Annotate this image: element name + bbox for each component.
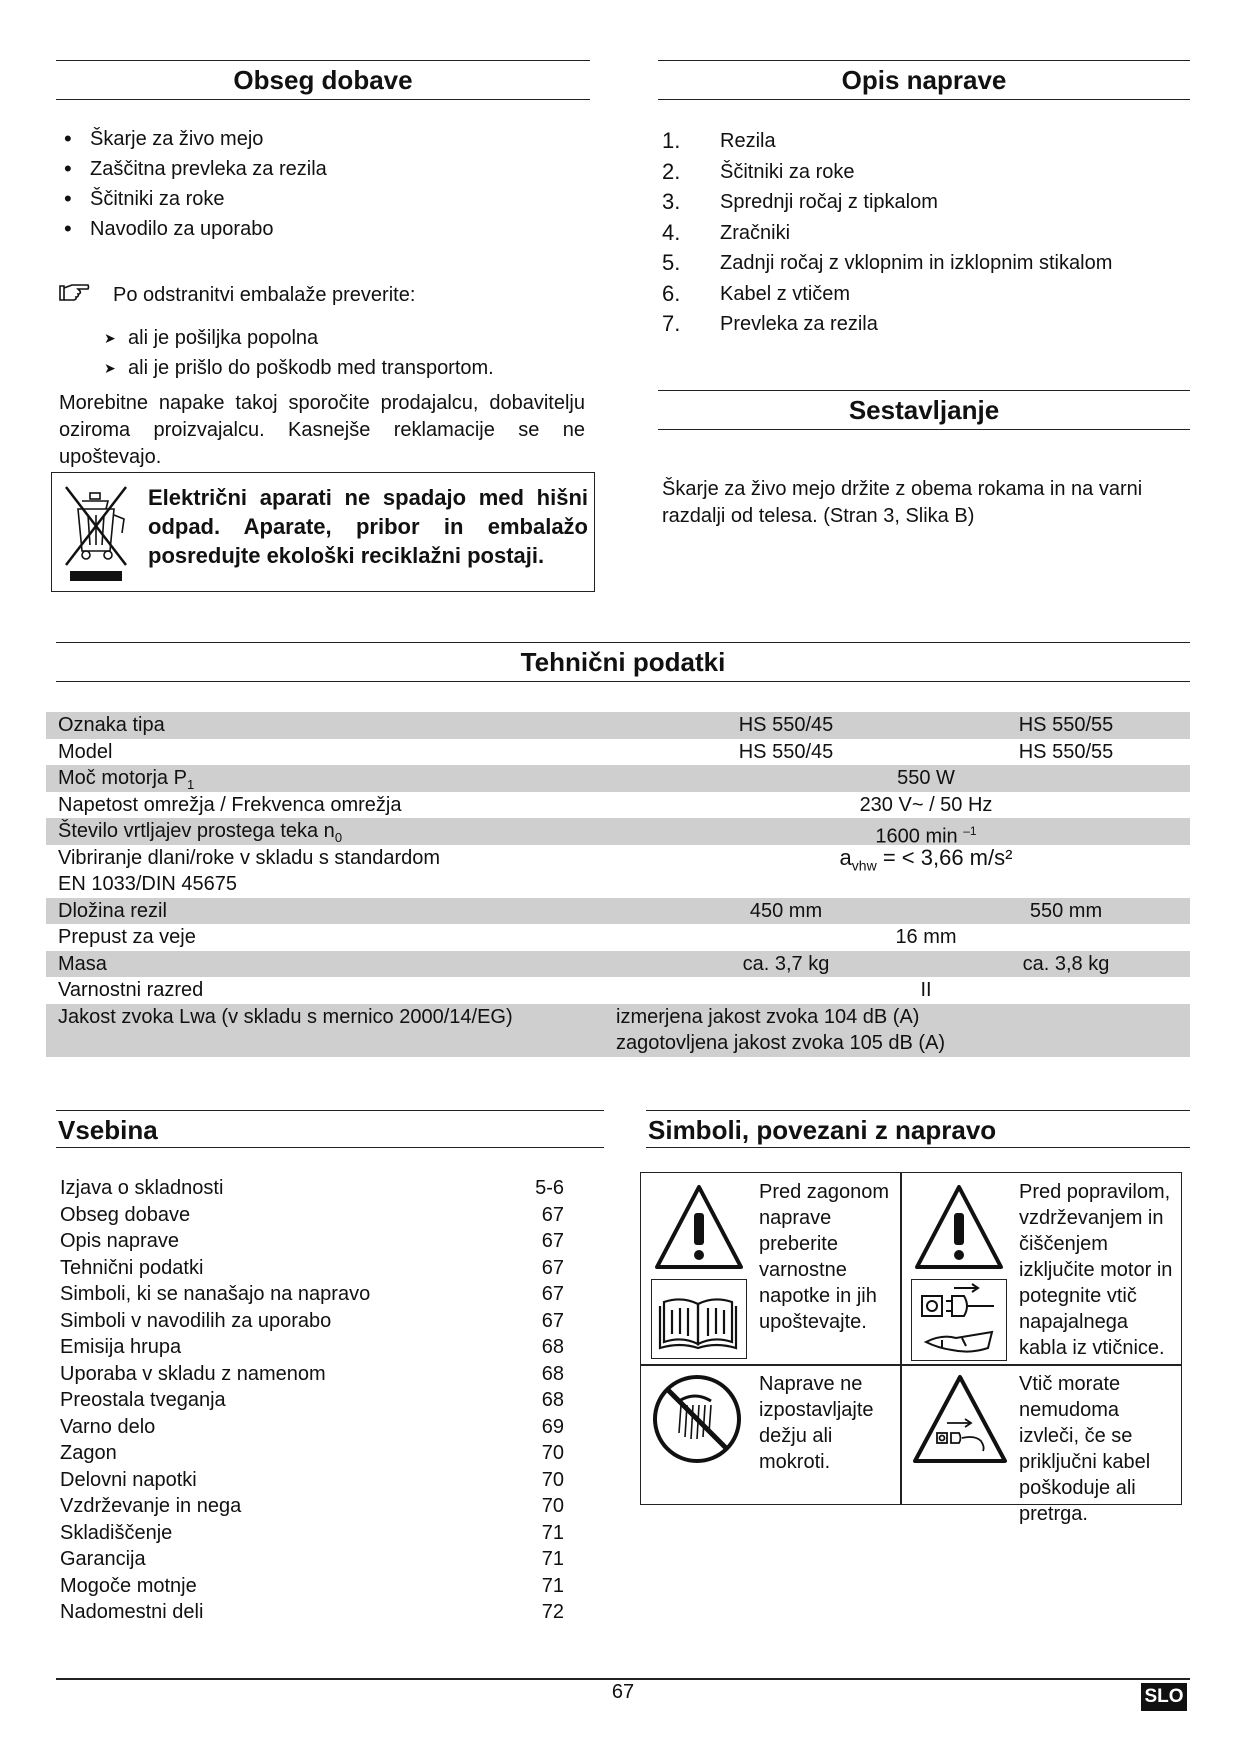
toc-entry [60,1228,564,1255]
language-badge: SLO [1141,1683,1187,1711]
spec-label: Napetost omrežja / Frekvenca omrežja [58,793,402,816]
item-label: Ščitniki za roke [720,160,855,183]
list-item [662,157,1182,188]
weee-text: Električni aparati ne spadajo med hišni odpad. Aparate, pribor in embalažo posredujte ekološki reciklažni postaji. [148,485,588,568]
page-number: 67 [611,1681,635,1703]
item-label: Sprednji ročaj z tipkalom [720,191,938,213]
spec-row-blade-length [46,898,1190,925]
spec-row-rpm [46,818,1190,848]
toc-title: Izjava o skladnosti [60,1177,224,1199]
toc-title: Preostala tveganja [60,1389,226,1411]
toc-title: Obseg dobave [60,1203,191,1226]
toc-page: 67 [541,1256,564,1279]
spec-value: 230 V~ / 50 Hz [859,793,993,816]
item-number: 3. [662,189,681,214]
toc-page: 70 [541,1495,564,1517]
spec-label: Jakost zvoka Lwa (v skladu s mernico 2000/14/EG) [58,1005,513,1028]
toc-title: Vzdrževanje in nega [60,1495,242,1517]
tehnicni-podatki-title: Tehnični podatki [56,642,1190,682]
toc-entry [60,1573,564,1600]
toc-title: Nadomestni deli [60,1601,204,1623]
item-number: 7. [662,311,681,336]
spec-value: izmerjena jakost zvoka 104 dB (A) zagotovljena jakost zvoka 105 dB (A) [616,1005,946,1054]
no-rain-icon [649,1371,745,1467]
spec-label: Masa [58,952,107,975]
unplug-icon [911,1279,1007,1361]
list-item [662,218,1182,249]
sestavljanje-title: Sestavljanje [658,390,1190,430]
toc-title: Emisija hrupa [60,1336,182,1358]
toc-page: 68 [541,1389,564,1411]
damaged-cable-warning-icon [909,1371,1011,1469]
list-item: • Zaščitna prevleka za rezila [58,154,578,184]
toc-page: 71 [541,1574,564,1597]
toc-page: 72 [541,1601,564,1623]
symbol-text: Naprave ne izpostavljajte dežju ali mokroti. [759,1373,874,1473]
spec-value: $a_{vhw}$ = < 3,66 m/s² [839,844,1013,873]
list-item [662,126,1182,157]
toc-title: Tehnični podatki [60,1256,204,1279]
toc-title: Simboli v navodilih za uporabo [60,1309,332,1332]
toc-page: 5-6 [535,1177,564,1199]
warning-icon [651,1181,747,1277]
toc-title: Opis naprave [60,1230,179,1252]
spec-label: Vibriranje dlani/roke v skladu s standardom EN 1033/DIN 45675 [58,846,441,895]
spec-value: ca. 3,8 kg [1022,952,1110,975]
list-item: • Navodilo za uporabo [58,214,578,244]
spec-value: 16 mm [895,926,957,948]
toc-entry [60,1202,564,1229]
item-number: 1. [662,128,681,153]
spec-label: Varnostni razred [58,979,204,1001]
spec-value: HS 550/45 [738,740,834,763]
list-item: ➤ ali je prišlo do poškodb med transportom. [96,353,576,383]
spec-value: 450 mm [749,899,823,922]
toc-page: 67 [541,1203,564,1226]
spec-label: Oznaka tipa [58,714,165,736]
table-of-contents [60,1175,564,1626]
spec-row-model [46,739,1190,766]
toc-page: 68 [541,1336,564,1358]
item-label: Zadnji ročaj z vklopnim in izklopnim stikalom [720,252,1113,274]
assembly-text: Škarje za živo mejo držite z obema rokama in na varni razdalji od telesa. (Stran 3, Slika B) [662,478,1143,527]
item-label: Rezila [720,130,776,152]
symbol-text: Pred popravilom, vzdrževanjem in čiščenjem izklјučite motor in potegnite vtič napajalnega kabla iz vtičnice. [1019,1181,1173,1359]
spec-value: 550 W [897,767,955,789]
item-label: Prevleka za rezila [720,313,878,335]
spec-table [46,712,1190,1057]
spec-row-safety-class [46,977,1190,1004]
toc-page: 69 [541,1415,564,1438]
complaint-note: Morebitne napake takoj sporočite prodajalcu, dobavitelju oziroma proizvajalcu. Kasnejše reklamacije se ne upoštevajo. [59,392,585,468]
spec-row-branch [46,924,1190,951]
item-label: Kabel z vtičem [720,282,851,305]
toc-entry [60,1467,564,1494]
spec-label: Moč motorja $P_1$ [58,767,195,792]
spec-value: 1600 min $^{-1}$ [875,824,977,848]
toc-entry [60,1387,564,1414]
footer-rule [56,1678,1190,1680]
delivery-scope-list [58,124,578,244]
item-number: 2. [662,158,681,184]
list-item [662,279,1182,310]
toc-entry [60,1361,564,1388]
list-item [662,309,1182,340]
toc-entry [60,1493,564,1520]
spec-value: HS 550/55 [1018,740,1114,763]
device-parts-list [662,126,1182,340]
weee-notice-box [51,472,595,592]
spec-label: Model [58,740,113,763]
list-item [662,187,1182,218]
spec-row-vibration [46,845,1190,898]
toc-entry [60,1440,564,1467]
symbols-table [640,1172,1182,1525]
toc-page: 70 [541,1468,564,1491]
toc-title: Varno delo [60,1415,156,1438]
toc-page: 70 [541,1442,564,1464]
symbol-text: Vtič morate nemudoma izvleči, če se priključni kabel poškoduje ali pretrga. [1019,1373,1151,1525]
toc-title: Zagon [60,1442,117,1464]
toc-entry [60,1599,564,1626]
spec-label: Dložina rezil [58,899,167,922]
toc-page: 67 [541,1283,564,1305]
list-item [662,248,1182,279]
toc-page: 71 [541,1548,564,1570]
toc-title: Skladiščenje [60,1521,173,1544]
toc-entry [60,1334,564,1361]
toc-entry [60,1255,564,1282]
toc-title: Garancija [60,1548,146,1570]
simboli-title: Simboli, povezani z napravo [646,1110,1190,1148]
opis-naprave-title: Opis naprave [658,60,1190,100]
obseg-dobave-title: Obseg dobave [56,60,590,100]
pointing-hand-icon [58,282,90,310]
spec-row-voltage [46,792,1190,819]
spec-value: HS 550/45 [738,714,834,736]
list-item: • Škarje za živo mejo [58,124,578,154]
spec-value: II [920,979,932,1001]
list-item: • Ščitniki za roke [58,184,578,214]
spec-label: Število vrtljajev prostega teka $n_0$ [58,820,343,845]
toc-page: 71 [541,1521,564,1544]
spec-label: Prepust za veje [58,926,196,948]
toc-entry [60,1520,564,1547]
spec-value: ca. 3,7 kg [742,952,830,975]
toc-entry [60,1546,564,1573]
spec-row-mass [46,951,1190,978]
vsebina-title: Vsebina [56,1110,604,1148]
warning-icon [911,1181,1007,1277]
toc-entry [60,1308,564,1335]
toc-page: 67 [541,1309,564,1332]
spec-row-sound [46,1004,1190,1057]
check-intro: Po odstranitvi embalaže preverite: [113,284,416,306]
toc-title: Delovni napotki [60,1468,197,1491]
spec-value: 550 mm [1029,899,1103,922]
spec-row-power [46,765,1190,792]
toc-title: Simboli, ki se nanašajo na napravo [60,1283,371,1305]
check-list [96,323,576,383]
read-manual-icon [651,1279,747,1359]
list-item: ➤ ali je pošiljka popolna [96,323,576,353]
symbol-text: Pred zagonom naprave preberite varnostne napotke in jih upoštevajte. [759,1181,890,1333]
toc-title: Mogoče motnje [60,1574,197,1597]
item-number: 5. [662,250,681,275]
crossed-bin-icon [60,479,132,589]
toc-title: Uporaba v skladu z namenom [60,1362,326,1385]
item-number: 6. [662,280,681,306]
spec-value: HS 550/55 [1018,714,1114,736]
toc-entry [60,1175,564,1202]
toc-page: 67 [541,1230,564,1252]
toc-entry [60,1414,564,1441]
toc-page: 68 [541,1362,564,1385]
toc-entry [60,1281,564,1308]
spec-row-type [46,712,1190,739]
item-label: Zračniki [720,221,791,244]
item-number: 4. [662,219,681,245]
